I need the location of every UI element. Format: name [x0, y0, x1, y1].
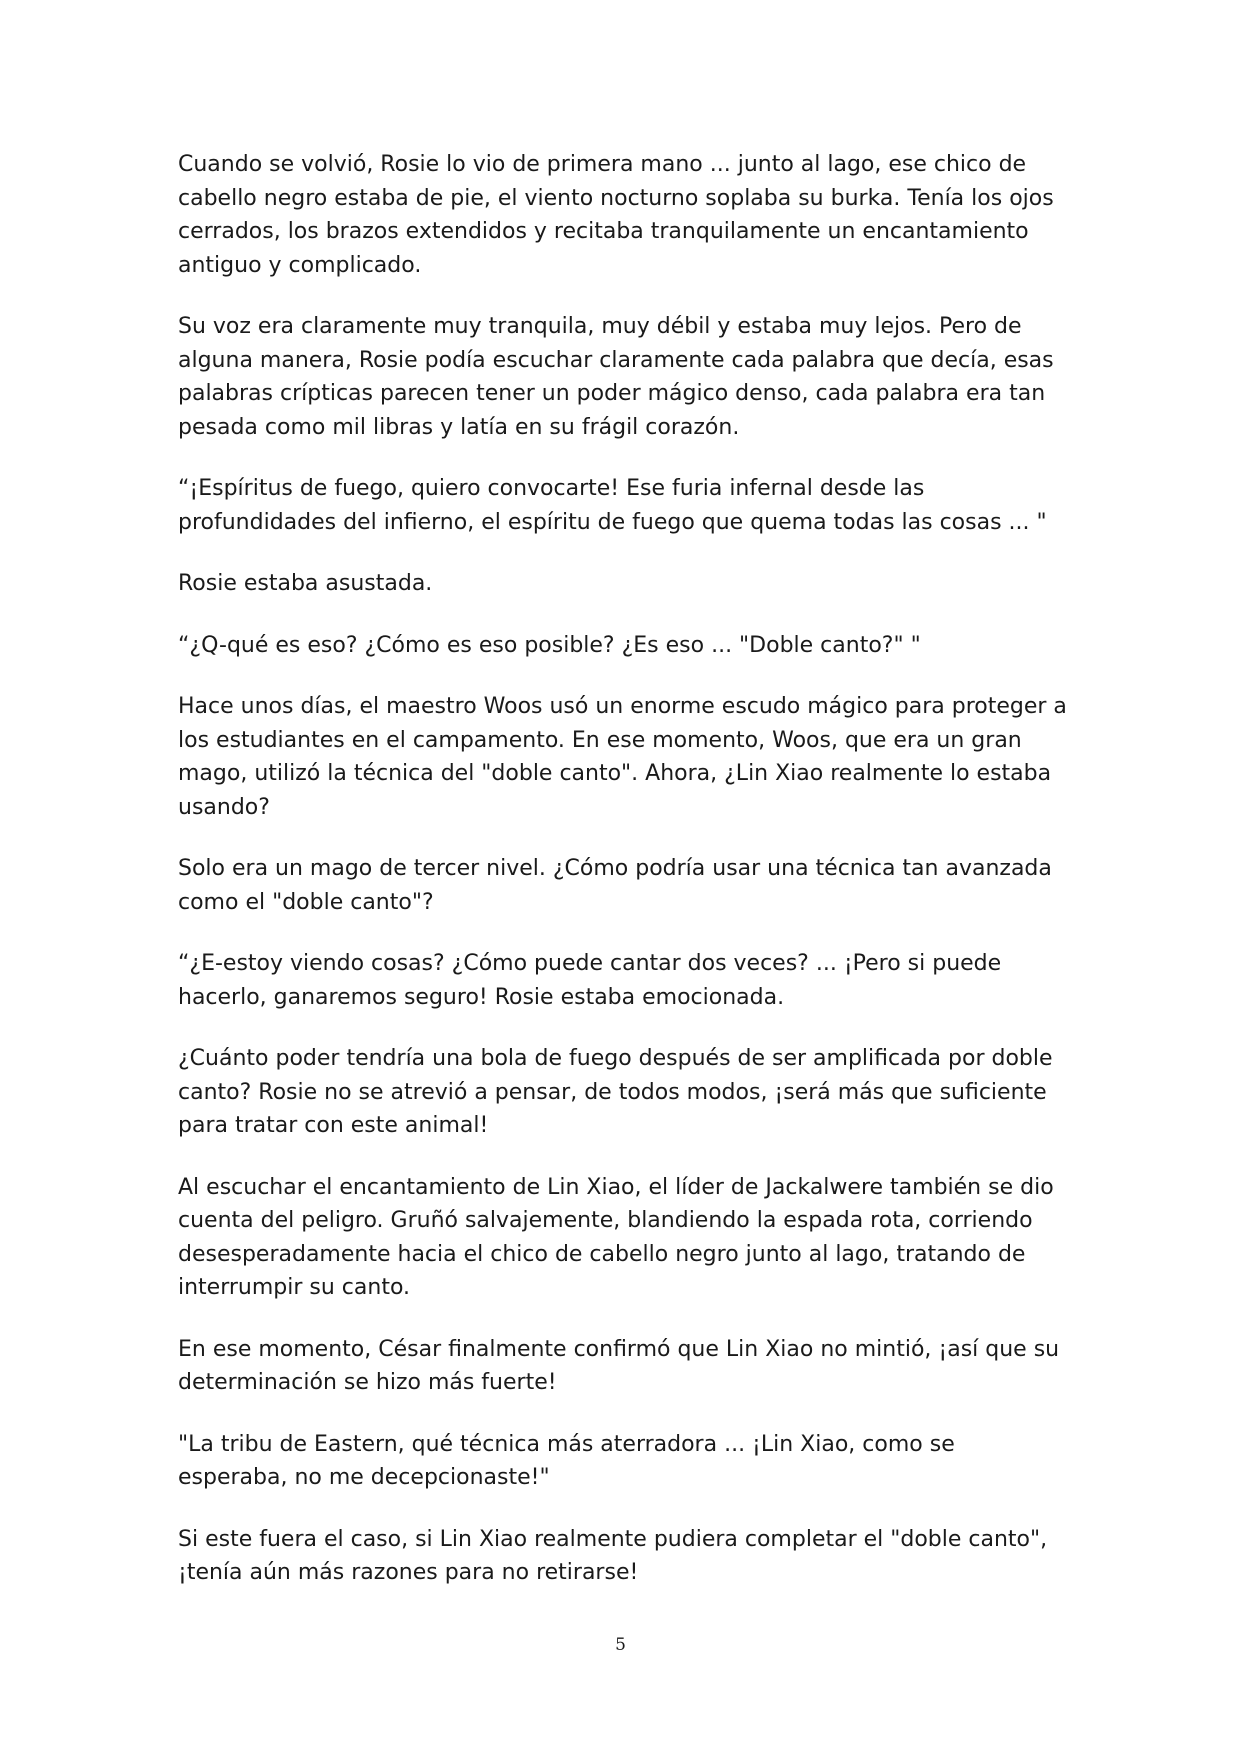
paragraph-3: “¡Espíritus de fuego, quiero convocarte! Ese furia infernal desde las profundidades del infierno, el espíritu de fuego que quema todas las cosas ... "	[178, 476, 1047, 535]
paragraph-2: Su voz era claramente muy tranquila, muy débil y estaba muy lejos. Pero de alguna manera, Rosie podía escuchar claramente cada palabra que decía, esas palabras crípticas parecen tener un poder mágico denso, cada palabra era tan pesada como mil libras y latía en su frágil corazón.	[178, 314, 1054, 440]
paragraph-8: “¿E-estoy viendo cosas? ¿Cómo puede cantar dos veces? ... ¡Pero si puede hacerlo, ganaremos seguro! Rosie estaba emocionada.	[178, 951, 1002, 1010]
paragraph-9: ¿Cuánto poder tendría una bola de fuego después de ser amplificada por doble canto? Rosie no se atrevió a pensar, de todos modos, ¡será más que suficiente para tratar con este animal!	[178, 1046, 1053, 1138]
body-text	[178, 148, 1070, 1618]
page-number: 5	[615, 1635, 626, 1655]
paragraph-5: “¿Q-qué es eso? ¿Cómo es eso posible? ¿Es eso ... "Doble canto?" "	[178, 632, 921, 658]
paragraph-12: "La tribu de Eastern, qué técnica más aterradora ... ¡Lin Xiao, como se esperaba, no me decepcionaste!"	[178, 1431, 955, 1490]
paragraph-7: Solo era un mago de tercer nivel. ¿Cómo podría usar una técnica tan avanzada como el "doble canto"?	[178, 856, 1052, 915]
paragraph-1: Cuando se volvió, Rosie lo vio de primera mano ... junto al lago, ese chico de cabello negro estaba de pie, el viento nocturno soplaba su burka. Tenía los ojos cerrados, los brazos extendidos y recitaba tranquilamente un encantamiento antiguo y complicado.	[178, 152, 1054, 278]
paragraph-4: Rosie estaba asustada.	[178, 571, 433, 596]
paragraph-13: Si este fuera el caso, si Lin Xiao realmente pudiera completar el "doble canto", ¡tenía aún más razones para no retirarse!	[178, 1526, 1048, 1585]
paragraph-10: Al escuchar el encantamiento de Lin Xiao, el líder de Jackalwere también se dio cuenta del peligro. Gruñó salvajemente, blandiendo la espada rota, corriendo desesperadamente hacia el chico de cabello negro junto al lago, tratando de interrumpir su canto.	[178, 1174, 1054, 1300]
paragraph-11: En ese momento, César finalmente confirmó que Lin Xiao no mintió, ¡así que su determinación se hizo más fuerte!	[178, 1336, 1060, 1395]
paragraph-6: Hace unos días, el maestro Woos usó un enorme escudo mágico para proteger a los estudiantes en el campamento. En ese momento, Woos, que era un gran mago, utilizó la técnica del "doble canto". Ahora, ¿Lin Xiao realmente lo estaba usando?	[178, 694, 1067, 820]
